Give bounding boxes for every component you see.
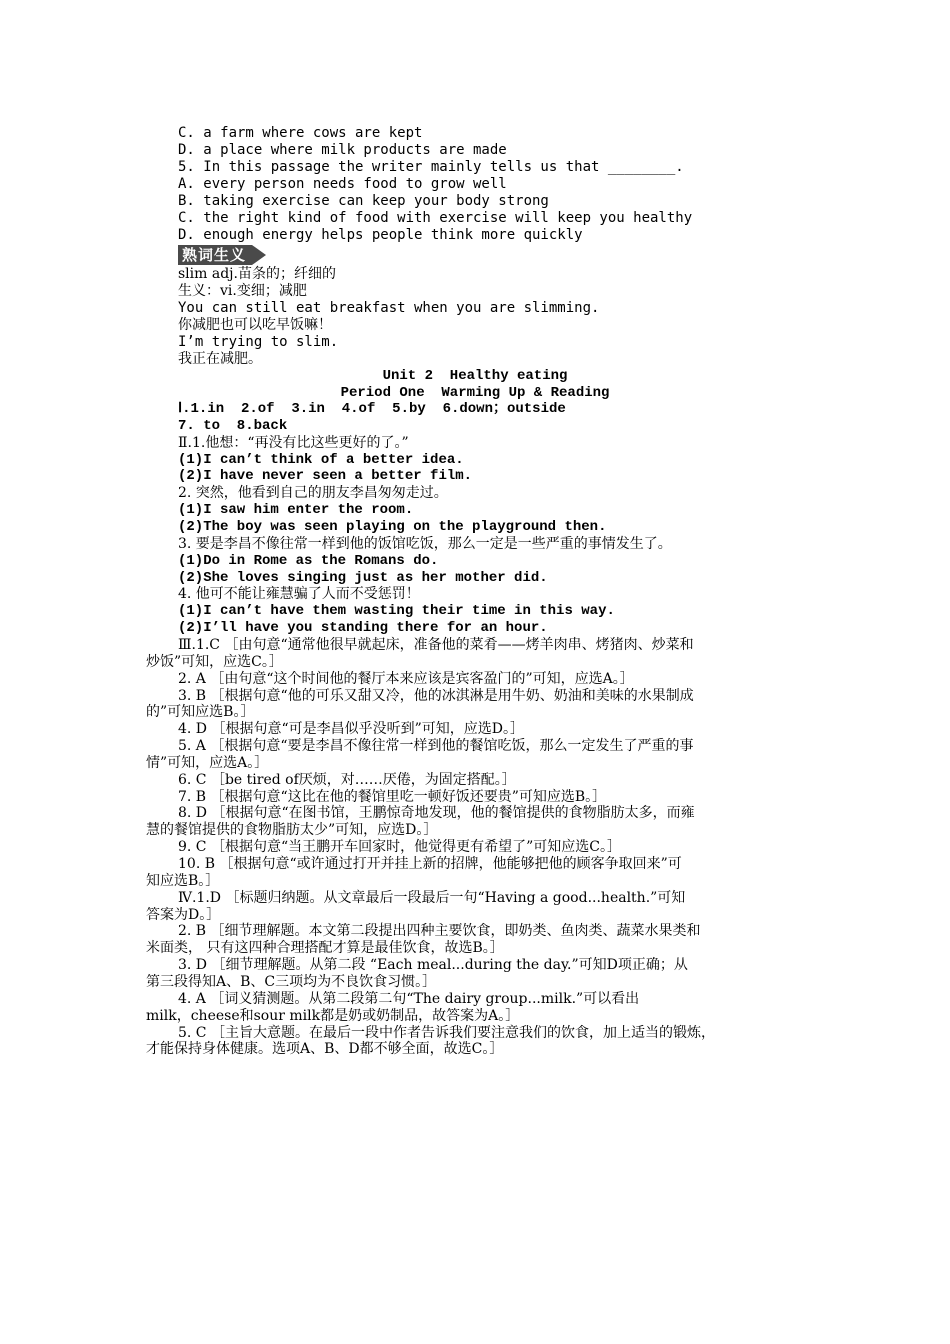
answer-line: 2. A ［由句意“这个时间他的餐厅本来应该是宾客盈门的”可知，应选A。］	[178, 670, 634, 687]
option-line: D. a place where milk products are made	[178, 142, 507, 158]
vocab-line: I’m trying to slim.	[178, 334, 339, 350]
vocab-tag-label: 熟词生义	[182, 246, 247, 264]
answer-line: 3. B ［根据句意“他的可乐又甜又冷，他的冰淇淋是用牛奶、奶油和美味的水果制成	[178, 687, 694, 704]
answer-line: (2)The boy was seen playing on the playground then.	[178, 519, 607, 535]
answer-line: milk，cheese和sour milk都是奶或奶制品，故答案为A。］	[146, 1007, 520, 1024]
answer-line: (1)I can’t think of a better idea.	[178, 451, 464, 468]
answer-line: 3. D ［细节理解题。从第二段 “Each meal...during the day.”可知D项正确；从	[178, 957, 688, 974]
answer-line: 4. D ［根据句意“可是李昌似乎没听到”可知，应选D。］	[178, 721, 525, 738]
answer-line: 2. 突然，他看到自己的朋友李昌匆匆走过。	[178, 485, 448, 502]
answer-line: 慧的餐馆提供的食物脂肪太少”可知，应选D。］	[146, 822, 438, 839]
option-line: B. taking exercise can keep your body strong	[178, 193, 549, 209]
answer-line: 9. C ［根据句意“当王鹏开车回家时，他觉得更有希望了”可知应选C。］	[178, 839, 621, 856]
answer-line: Ⅲ.1.C ［由句意“通常他很早就起床，准备他的菜肴——烤羊肉串、烤猪肉、炒菜和	[178, 636, 694, 653]
answer-line: 知应选B。］	[146, 872, 220, 889]
answer-line: Ⅰ.1.in 2.of 3.in 4.of 5.by 6.down；outside	[178, 401, 566, 417]
answer-line: 才能保持身体健康。选项A、B、D都不够全面，故选C。］	[146, 1041, 504, 1058]
answer-line: 第三段得知A、B、C三项均为不良饮食习惯。］	[146, 973, 437, 990]
answer-line: 答案为D。］	[146, 906, 221, 923]
answer-line: Ⅳ.1.D ［标题归纳题。从文章最后一段最后一句“Having a good...health.”可知	[178, 889, 686, 906]
answer-line: 4. A ［词义猜测题。从第二段第二句“The dairy group...milk.”可以看出	[178, 990, 640, 1007]
vocab-line: slim adj.苗条的；纤细的	[178, 266, 336, 282]
answer-line: 4. 他可不能让雍慧骗了人而不受惩罚！	[178, 586, 420, 603]
question-line: 5. In this passage the writer mainly tells us that ________.	[178, 159, 684, 175]
answer-line: 炒饭”可知，应选C。］	[146, 653, 283, 670]
answer-line: (1)I can’t have them wasting their time in this way.	[178, 603, 615, 620]
option-line: C. a farm where cows are kept	[178, 125, 423, 141]
answer-line: 情”可知，应选A。］	[146, 754, 269, 771]
option-line: D. enough energy helps people think more quickly	[178, 227, 583, 243]
vocab-line: 生义：vi.变细；减肥	[178, 283, 307, 299]
answer-line: 5. C ［主旨大意题。在最后一段中作者告诉我们要注意我们的饮食，加上适当的锻炼，	[178, 1024, 715, 1041]
answer-line: 7. B ［根据句意“这比在他的餐馆里吃一顿好饭还要贵”可知应选B。］	[178, 788, 607, 805]
answer-line: (2)She loves singing just as her mother did.	[178, 569, 548, 586]
answer-line: (2)I’ll have you standing there for an hour.	[178, 620, 548, 636]
unit-title: Unit 2 Healthy eating	[382, 368, 568, 384]
answer-line: 5. A ［根据句意“要是李昌不像往常一样到他的餐馆吃饭，那么一定发生了严重的事	[178, 738, 694, 754]
answer-line: 6. C ［be tired of厌烦，对……厌倦，为固定搭配。］	[178, 771, 516, 788]
answer-line: 的”可知应选B。］	[146, 704, 255, 721]
vocab-line: You can still eat breakfast when you are slimming.	[178, 300, 600, 316]
option-line: A. every person needs food to grow well	[178, 176, 507, 192]
period-title: Period One Warming Up & Reading	[340, 385, 610, 401]
answer-line: 7. to 8.back	[178, 417, 288, 434]
answer-line: Ⅱ.1.他想：“再没有比这些更好的了。”	[178, 434, 409, 451]
answer-line: 米面类， 只有这四种合理搭配才算是最佳饮食，故选B。］	[146, 940, 504, 957]
answer-line: 2. B ［细节理解题。本文第二段提出四种主要饮食，即奶类、鱼肉类、蔬菜水果类和	[178, 923, 701, 940]
answer-line: (2)I have never seen a better film.	[178, 468, 473, 485]
answer-line: 3. 要是李昌不像往常一样到他的饭馆吃饭，那么一定是一些严重的事情发生了。	[178, 535, 672, 552]
vocab-line: 你减肥也可以吃早饭嘛！	[178, 317, 332, 333]
option-line: C. the right kind of food with exercise will keep you healthy	[178, 210, 693, 226]
answer-line: 10. B ［根据句意“或许通过打开并挂上新的招牌，他能够把他的顾客争取回来”可	[178, 856, 682, 872]
answer-line: (1)Do in Rome as the Romans do.	[178, 552, 439, 569]
vocab-section-tag	[178, 245, 268, 265]
answer-line: (1)I saw him enter the room.	[178, 502, 414, 519]
vocab-line: 我正在减肥。	[178, 351, 262, 367]
answer-line: 8. D ［根据句意“在图书馆，王鹏惊奇地发现，他的餐馆提供的食物脂肪太多，而雍	[178, 805, 695, 822]
